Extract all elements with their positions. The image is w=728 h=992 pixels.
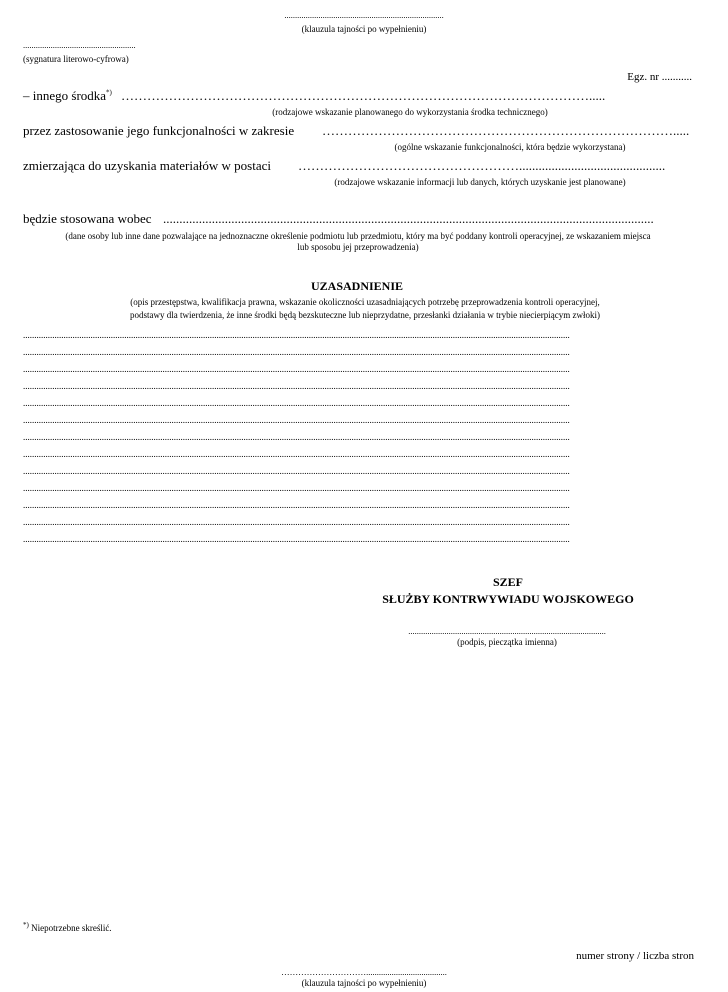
page-number: numer strony / liczba stron bbox=[576, 950, 694, 962]
signature-title-line1: SZEF bbox=[492, 575, 523, 589]
justification-line: ................................................................................................................................................................................................................................................... bbox=[23, 534, 570, 544]
signature-dots-line: ............................................................................................. bbox=[408, 626, 606, 636]
justification-line: ................................................................................................................................................................................................................................................... bbox=[23, 466, 570, 476]
justification-hint-line2: podstawy dla twierdzenia, że inne środki będą bezskuteczne lub nieprzydatne, przesłanki działania w trybie niecierpiącym zwłoki) bbox=[129, 310, 601, 320]
justification-line: ................................................................................................................................................................................................................................................... bbox=[23, 364, 570, 374]
materials-hint: (rodzajowe wskazanie informacji lub danych, których uzyskanie jest planowane) bbox=[334, 177, 626, 187]
justification-heading: UZASADNIENIE bbox=[310, 279, 404, 293]
justification-line: ................................................................................................................................................................................................................................................... bbox=[23, 483, 570, 493]
justification-line: ................................................................................................................................................................................................................................................... bbox=[23, 449, 570, 459]
footnote-mark: *) bbox=[23, 921, 29, 929]
means-field bbox=[23, 88, 112, 104]
signature-stamp-label: (podpis, pieczątka imienna) bbox=[457, 637, 557, 647]
footnote-text: Niepotrzebne skreślić. bbox=[28, 923, 112, 933]
means-hint: (rodzajowe wskazanie planowanego do wykorzystania środka technicznego) bbox=[272, 107, 548, 117]
means-dots: ………………………………………………………………………………………………..... bbox=[121, 88, 606, 103]
justification-line: ................................................................................................................................................................................................................................................... bbox=[23, 398, 570, 408]
justification-line: ................................................................................................................................................................................................................................................... bbox=[23, 517, 570, 527]
clause-dots-bottom: …………………………...................................... bbox=[281, 967, 447, 977]
copy-number: Egz. nr ........... bbox=[627, 71, 692, 83]
justification-line: ................................................................................................................................................................................................................................................... bbox=[23, 347, 570, 357]
justification-line: ................................................................................................................................................................................................................................................... bbox=[23, 381, 570, 391]
target-label: będzie stosowana wobec bbox=[23, 211, 152, 226]
signature-title-line2: SŁUŻBY KONTRWYWIADU WOJSKOWEGO bbox=[382, 592, 634, 606]
signature-label: (sygnatura literowo-cyfrowa) bbox=[23, 54, 129, 64]
justification-line: ................................................................................................................................................................................................................................................... bbox=[23, 415, 570, 425]
target-hint-line1: (dane osoby lub inne dane pozwalające na jednoznaczne określenie podmiotu lub przedmiotu, który ma być poddany kontroli operacyjnej, ze wskazaniem miejsca bbox=[65, 231, 651, 241]
footnote-ref: *) bbox=[106, 88, 112, 97]
means-label: – innego środka bbox=[23, 88, 107, 103]
functionality-dots: ………………………………………………………………………..... bbox=[322, 123, 690, 138]
materials-dots: ……………………………………………............................................. bbox=[298, 158, 666, 173]
functionality-label: przez zastosowanie jego funkcjonalności w zakresie bbox=[23, 123, 295, 138]
justification-line: ................................................................................................................................................................................................................................................... bbox=[23, 500, 570, 510]
confidentiality-clause-bottom: (klauzula tajności po wypełnieniu) bbox=[301, 978, 427, 988]
footnote bbox=[23, 921, 112, 933]
clause-dots-top: ........................................................................... bbox=[284, 10, 444, 20]
justification-line: ................................................................................................................................................................................................................................................... bbox=[23, 432, 570, 442]
target-hint-line2: lub sposobu jej przeprowadzenia) bbox=[297, 242, 419, 252]
justification-hint-line1: (opis przestępstwa, kwalifikacja prawna, wskazanie okoliczności uzasadniających potrzebę przeprowadzenia kontroli operacyjnej, bbox=[130, 297, 600, 307]
materials-label: zmierzająca do uzyskania materiałów w postaci bbox=[23, 158, 271, 173]
confidentiality-clause-top: (klauzula tajności po wypełnieniu) bbox=[301, 24, 427, 34]
functionality-hint: (ogólne wskazanie funkcjonalności, która będzie wykorzystana) bbox=[394, 142, 626, 152]
target-dots: ....................................................................................................................................................... bbox=[163, 211, 654, 226]
justification-line: ................................................................................................................................................................................................................................................... bbox=[23, 330, 570, 340]
signature-dots: ..................................................... bbox=[23, 40, 136, 50]
